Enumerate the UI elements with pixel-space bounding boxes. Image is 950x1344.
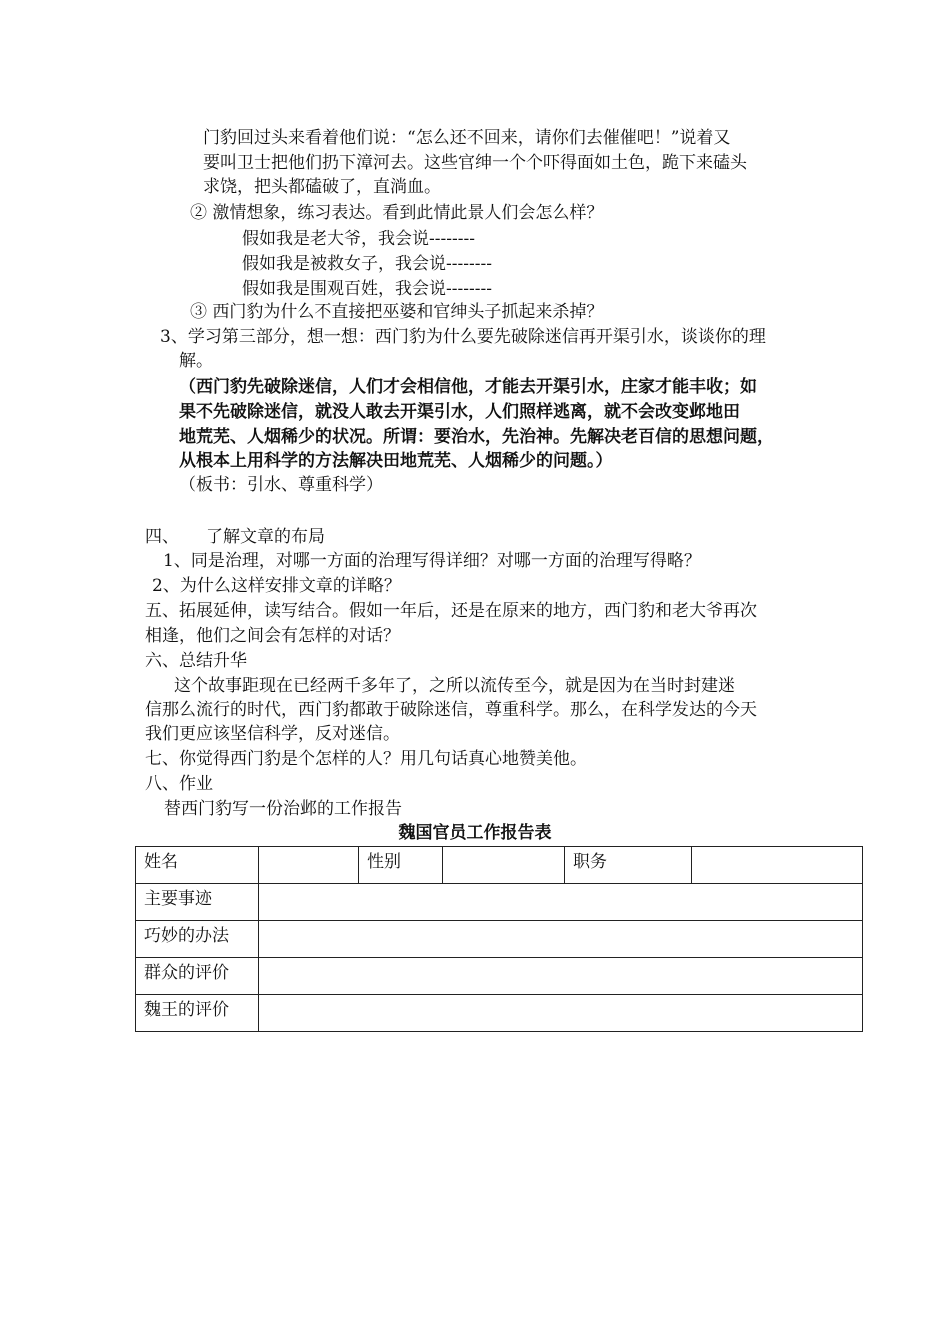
- gender-field[interactable]: [443, 847, 565, 884]
- clever-method-field[interactable]: [259, 921, 863, 958]
- text-line: 1、同是治理，对哪一方面的治理写得详细？对哪一方面的治理写得略？: [163, 551, 701, 571]
- section-heading: 八、作业: [145, 774, 213, 794]
- text-line: 这个故事距现在已经两千多年了，之所以流传至今，就是因为在当时封建迷: [174, 676, 735, 696]
- report-table: [135, 846, 863, 1032]
- answer-line: 地荒芜、人烟稀少的状况。所谓：要治水，先治神。先解决老百信的思想问题，: [179, 427, 774, 447]
- table-row: [136, 847, 863, 884]
- section-heading: 五、拓展延伸，读写结合。假如一年后，还是在原来的地方，西门豹和老大爷再次: [145, 601, 757, 621]
- main-deeds-field[interactable]: [259, 884, 863, 921]
- gender-label: 性别: [359, 847, 443, 884]
- table-row: [136, 921, 863, 958]
- position-field[interactable]: [692, 847, 863, 884]
- text-line: 假如我是被救女子，我会说--------: [242, 254, 492, 274]
- row-label-public-evaluation: 群众的评价: [136, 958, 259, 995]
- king-evaluation-field[interactable]: [259, 995, 863, 1032]
- table-row: [136, 884, 863, 921]
- text-line: ② 激情想象，练习表达。看到此情此景人们会怎么样？: [190, 203, 604, 223]
- text-line: 3、学习第三部分，想一想：西门豹为什么要先破除迷信再开渠引水，谈谈你的理: [160, 327, 766, 347]
- public-evaluation-field[interactable]: [259, 958, 863, 995]
- section-heading: 四、 了解文章的布局: [145, 527, 326, 547]
- text-line: 假如我是围观百姓，我会说--------: [242, 279, 492, 299]
- text-line: 要叫卫士把他们扔下漳河去。这些官绅一个个吓得面如土色，跪下来磕头: [203, 153, 747, 173]
- text-line: 假如我是老大爷，我会说--------: [242, 229, 475, 249]
- text-line: 2、为什么这样安排文章的详略？: [152, 576, 401, 596]
- text-line: （板书：引水、尊重科学）: [179, 475, 383, 495]
- text-line: 解。: [179, 351, 213, 371]
- text-line: 门豹回过头来看着他们说：“怎么还不回来，请你们去催催吧！”说着又: [203, 128, 731, 148]
- table-row: [136, 995, 863, 1032]
- row-label-main-deeds: 主要事迹: [136, 884, 259, 921]
- name-label: 姓名: [136, 847, 259, 884]
- text-line: 信那么流行的时代，西门豹都敢于破除迷信，尊重科学。那么，在科学发达的今天: [145, 700, 757, 720]
- position-label: 职务: [565, 847, 692, 884]
- table-row: [136, 958, 863, 995]
- row-label-clever-method: 巧妙的办法: [136, 921, 259, 958]
- text-line: 相逢，他们之间会有怎样的对话？: [145, 626, 400, 646]
- answer-line: 从根本上用科学的方法解决田地荒芜、人烟稀少的问题。）: [179, 451, 613, 471]
- text-line: ③ 西门豹为什么不直接把巫婆和官绅头子抓起来杀掉？: [190, 302, 604, 322]
- text-line: 求饶，把头都磕破了，直淌血。: [203, 177, 441, 197]
- section-heading: 六、总结升华: [145, 651, 247, 671]
- row-label-king-evaluation: 魏王的评价: [136, 995, 259, 1032]
- table-title: 魏国官员工作报告表: [398, 823, 552, 843]
- answer-line: （西门豹先破除迷信，人们才会相信他，才能去开渠引水，庄家才能丰收；如: [179, 377, 757, 397]
- section-heading: 七、你觉得西门豹是个怎样的人？用几句话真心地赞美他。: [145, 749, 587, 769]
- answer-line: 果不先破除迷信，就没人敢去开渠引水，人们照样逃离，就不会改变邺地田: [179, 402, 740, 422]
- name-field[interactable]: [259, 847, 359, 884]
- text-line: 替西门豹写一份治邺的工作报告: [164, 799, 402, 819]
- text-line: 我们更应该坚信科学，反对迷信。: [145, 724, 400, 744]
